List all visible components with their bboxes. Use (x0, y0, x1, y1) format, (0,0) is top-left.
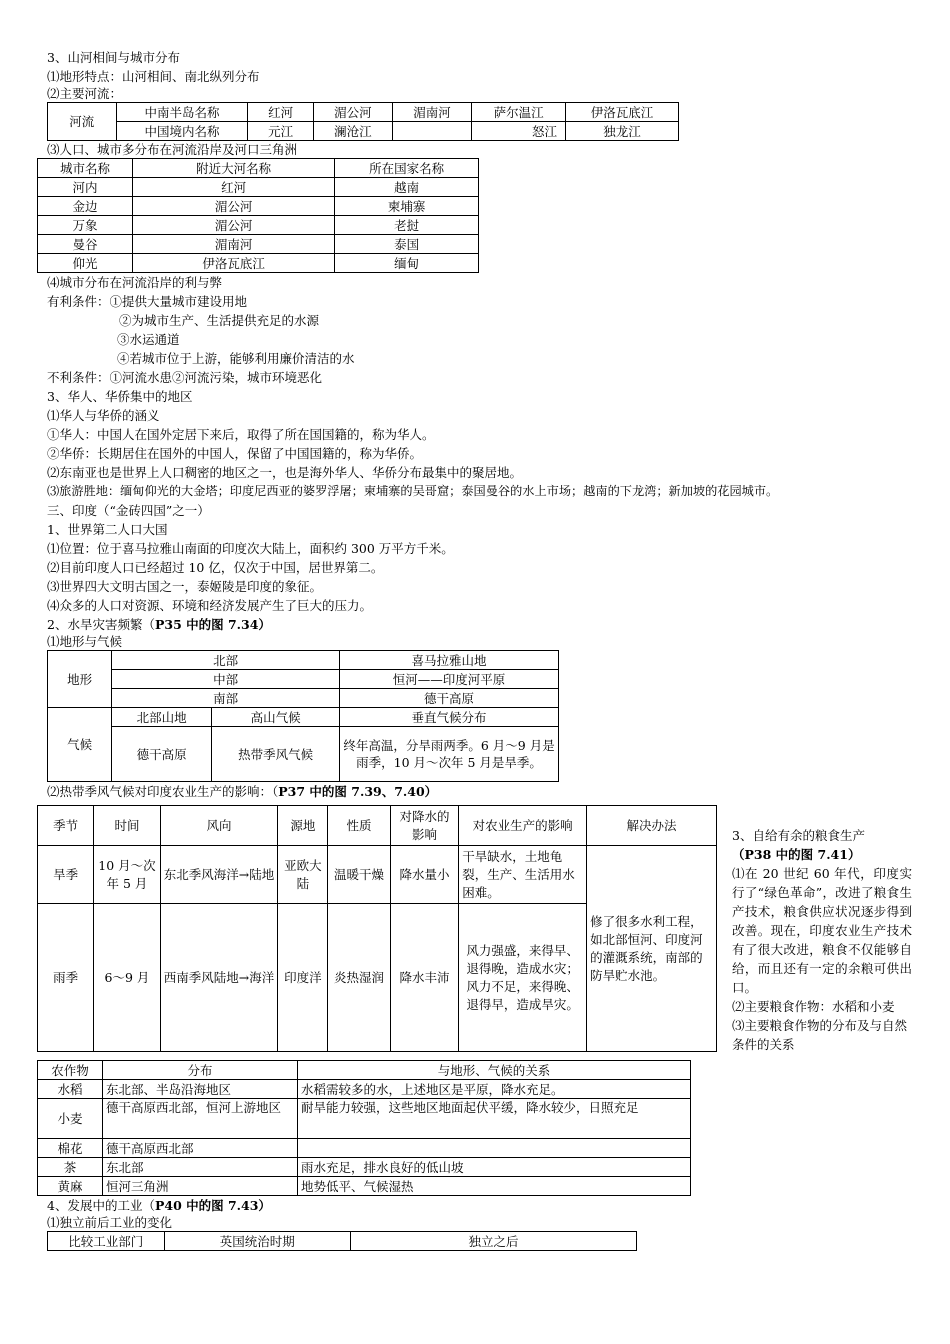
table-cell: 恒河——印度河平原 (340, 670, 559, 689)
section-title (47, 1196, 927, 1215)
title-text: 4、发展中的工业（ (47, 1198, 155, 1213)
table-cell: 南部 (112, 689, 340, 708)
paragraph: ⑵主要粮食作物：水稻和小麦 (732, 999, 895, 1014)
paragraph: ②华侨：长期居住在国外的中国人，保留了中国国籍的，称为华侨。 (47, 446, 423, 461)
table-cell: 喜马拉雅山地 (340, 651, 559, 670)
table-cell: 西南季风陆地→海洋 (160, 904, 278, 1052)
table-cell: 独龙江 (566, 122, 679, 141)
table-cell: 中部 (112, 670, 340, 689)
table-cell: 越南 (335, 178, 479, 197)
table-cell: 仰光 (38, 254, 133, 273)
table-cell: 河内 (38, 178, 133, 197)
table-cell: 怒江 (472, 122, 566, 141)
table-cell: 东北部、半岛沿海地区 (103, 1080, 298, 1099)
table-cell: 降水丰沛 (390, 904, 459, 1052)
table-header: 英国统治时期 (164, 1232, 350, 1251)
table-row (38, 254, 479, 273)
list-item: ④若城市位于上游，能够利用廉价清洁的水 (117, 351, 355, 366)
table-header: 比较工业部门 (48, 1232, 165, 1251)
table-header: 源地 (278, 806, 328, 846)
list-item: 有利条件：①提供大量城市建设用地 (47, 294, 248, 309)
terrain-label: 地形 (48, 651, 112, 708)
table-cell: 黄麻 (38, 1177, 103, 1196)
table-cell: 北部山地 (112, 708, 212, 727)
title-text: 2、水旱灾害频繁（ (47, 617, 155, 632)
table-cell: 东北季风海洋→陆地 (160, 846, 278, 904)
table-cell: 旱季 (38, 846, 94, 904)
table-cell: 亚欧大陆 (278, 846, 328, 904)
table-header: 农作物 (38, 1061, 103, 1080)
table-cell: 湄公河 (313, 103, 392, 122)
table-cell: 炎热湿润 (328, 904, 390, 1052)
section-title: 3、山河相间与城市分布 (47, 50, 180, 65)
industry-table (47, 1231, 637, 1251)
cities-table (37, 158, 479, 273)
table-cell: 棉花 (38, 1139, 103, 1158)
table-cell: 湄南河 (393, 103, 472, 122)
table-cell: 热带季风气候 (212, 727, 340, 782)
table-header: 与地形、气候的关系 (298, 1061, 691, 1080)
table-row (38, 235, 479, 254)
table-cell: 元江 (248, 122, 313, 141)
list-item: ②为城市生产、生活提供充足的水源 (119, 313, 320, 328)
table-cell: 德干高原 (340, 689, 559, 708)
table-cell: 红河 (248, 103, 313, 122)
paragraph: ⑴独立前后工业的变化 (47, 1215, 173, 1230)
table-cell: 萨尔温江 (472, 103, 566, 122)
table-cell: 德干高原西北部，恒河上游地区 (103, 1099, 298, 1139)
table-header: 性质 (328, 806, 390, 846)
table-row (38, 1139, 691, 1158)
table-header: 解决办法 (587, 806, 717, 846)
section-title: 三、印度（“金砖四国”之一） (47, 503, 210, 518)
table-cell: 红河 (133, 178, 335, 197)
table-header: 风向 (160, 806, 278, 846)
table-header: 对降水的影响 (390, 806, 459, 846)
table-header: 时间 (94, 806, 160, 846)
table-cell: 水稻 (38, 1080, 103, 1099)
table-cell: 德干高原西北部 (103, 1139, 298, 1158)
paragraph: ⑴位置：位于喜马拉雅山南面的印度次大陆上，面积约 300 万平方千米。 (47, 541, 454, 556)
paragraph: ⑶世界四大文明古国之一，泰姬陵是印度的象征。 (47, 579, 323, 594)
table-cell: 德干高原 (112, 727, 212, 782)
list-item: ③水运通道 (117, 332, 180, 347)
table-header: 季节 (38, 806, 94, 846)
table-cell: 曼谷 (38, 235, 133, 254)
table-cell: 雨季 (38, 904, 94, 1052)
table-header: 所在国家名称 (335, 159, 479, 178)
paragraph: ⑴华人与华侨的涵义 (47, 408, 160, 423)
table-cell: 柬埔寨 (335, 197, 479, 216)
table-header: 附近大河名称 (133, 159, 335, 178)
table-header: 城市名称 (38, 159, 133, 178)
paragraph: ⑶旅游胜地：缅甸仰光的大金塔；印度尼西亚的婆罗浮屠；柬埔寨的吴哥窟；泰国曼谷的水上市场；越南的下龙湾；新加坡的花园城市。 (47, 484, 779, 498)
table-cell: 高山气候 (212, 708, 340, 727)
table-cell: 湄南河 (133, 235, 335, 254)
table-cell: 降水量小 (390, 846, 459, 904)
paragraph: ⑷城市分布在河流沿岸的利与弊 (47, 275, 223, 290)
paragraph: ⑵目前印度人口已经超过 10 亿，仅次于中国，居世界第二。 (47, 560, 384, 575)
table-cell: 水稻需较多的水，上述地区是平原，降水充足。 (298, 1080, 691, 1099)
paragraph: ⑶主要粮食作物的分布及与自然条件的关系 (732, 1018, 908, 1052)
figure-ref: P40 中的图 7.43） (154, 1198, 271, 1213)
table-cell: 风力强盛，来得早、退得晚，造成水灾；风力不足，来得晚、退得早，造成旱灾。 (459, 904, 587, 1052)
table-cell: 澜沧江 (313, 122, 392, 141)
table-cell: 缅甸 (335, 254, 479, 273)
section-title: 3、华人、华侨集中的地区 (47, 389, 193, 404)
table-cell: 金边 (38, 197, 133, 216)
table-cell: 湄公河 (133, 197, 335, 216)
table-cell: 北部 (112, 651, 340, 670)
table-row (38, 1080, 691, 1099)
figure-ref: P37 中的图 7.39、7.40） (278, 784, 438, 799)
side-column (732, 826, 912, 1054)
table-row (38, 197, 479, 216)
table-cell: 恒河三角洲 (103, 1177, 298, 1196)
table-cell: 伊洛瓦底江 (566, 103, 679, 122)
table-cell: 万象 (38, 216, 133, 235)
terrain-climate-table (47, 650, 559, 782)
table-cell: 温暖干燥 (328, 846, 390, 904)
table-cell: 茶 (38, 1158, 103, 1177)
table-header: 分布 (103, 1061, 298, 1080)
table-cell: 中南半岛名称 (116, 103, 248, 122)
title-text: ⑵热带季风气候对印度农业生产的影响：（ (47, 784, 279, 799)
table-cell: 老挝 (335, 216, 479, 235)
figure-ref: P35 中的图 7.34） (154, 617, 271, 632)
table-row (38, 1158, 691, 1177)
table-cell (298, 1139, 691, 1158)
table-row (38, 178, 479, 197)
table-cell: 6～9 月 (94, 904, 160, 1052)
section-title (47, 615, 927, 634)
paragraph: ⑴在 20 世纪 60 年代，印度实行了“绿色革命”，改进了粮食生产技术，粮食供应状况逐步得到改善。现在，印度农业生产技术有了很大改进，粮食不仅能够自给，而且还有一定的余粮可供出口。 (732, 866, 912, 995)
paragraph: ①华人：中国人在国外定居下来后，取得了所在国国籍的，称为华人。 (47, 427, 435, 442)
table-cell: 小麦 (38, 1099, 103, 1139)
table-cell: 地势低平、气候湿热 (298, 1177, 691, 1196)
paragraph: ⑵主要河流： (47, 86, 123, 101)
table-row (38, 216, 479, 235)
table-cell: 泰国 (335, 235, 479, 254)
table-row (38, 846, 717, 904)
paragraph: ⑴地形与气候 (47, 634, 123, 649)
table-cell: 印度洋 (278, 904, 328, 1052)
paragraph: ⑵东南亚也是世界上人口稠密的地区之一，也是海外华人、华侨分布最集中的聚居地。 (47, 465, 523, 480)
paragraph (47, 782, 927, 801)
table-cell: 雨水充足，排水良好的低山坡 (298, 1158, 691, 1177)
solution-cell: 修了很多水利工程，如北部恒河、印度河的灌溉系统，南部的防旱贮水池。 (587, 846, 717, 1052)
table-cell: 耐旱能力较强，这些地区地面起伏平缓，降水较少，日照充足 (298, 1099, 691, 1139)
section-title: 3、自给有余的粮食生产 (732, 828, 865, 843)
monsoon-table (37, 805, 717, 1052)
section-title: 1、世界第二人口大国 (47, 522, 168, 537)
paragraph: ⑴地形特点：山河相间、南北纵列分布 (47, 69, 260, 84)
table-header: 对农业生产的影响 (459, 806, 587, 846)
rivers-table (47, 102, 679, 141)
table-cell (393, 122, 472, 141)
rivers-row-label: 河流 (48, 103, 117, 141)
table-cell: 伊洛瓦底江 (133, 254, 335, 273)
table-row (38, 1177, 691, 1196)
crops-table (37, 1060, 691, 1196)
table-cell: 10 月～次年 5 月 (94, 846, 160, 904)
figure-ref: （P38 中的图 7.41） (732, 847, 861, 862)
table-header: 独立之后 (350, 1232, 636, 1251)
table-cell: 中国境内名称 (116, 122, 248, 141)
table-cell: 终年高温，分旱雨两季。6 月～9 月是雨季，10 月～次年 5 月是旱季。 (340, 727, 559, 782)
table-cell: 垂直气候分布 (340, 708, 559, 727)
table-row (38, 1099, 691, 1139)
climate-label: 气候 (48, 708, 112, 782)
paragraph: ⑷众多的人口对资源、环境和经济发展产生了巨大的压力。 (47, 598, 373, 613)
table-cell: 干旱缺水，土地龟裂，生产、生活用水困难。 (459, 846, 587, 904)
document-page (47, 48, 927, 1251)
table-cell: 东北部 (103, 1158, 298, 1177)
list-item: 不利条件：①河流水患②河流污染，城市环境恶化 (47, 370, 323, 385)
table-cell: 湄公河 (133, 216, 335, 235)
paragraph: ⑶人口、城市多分布在河流沿岸及河口三角洲 (47, 142, 298, 157)
